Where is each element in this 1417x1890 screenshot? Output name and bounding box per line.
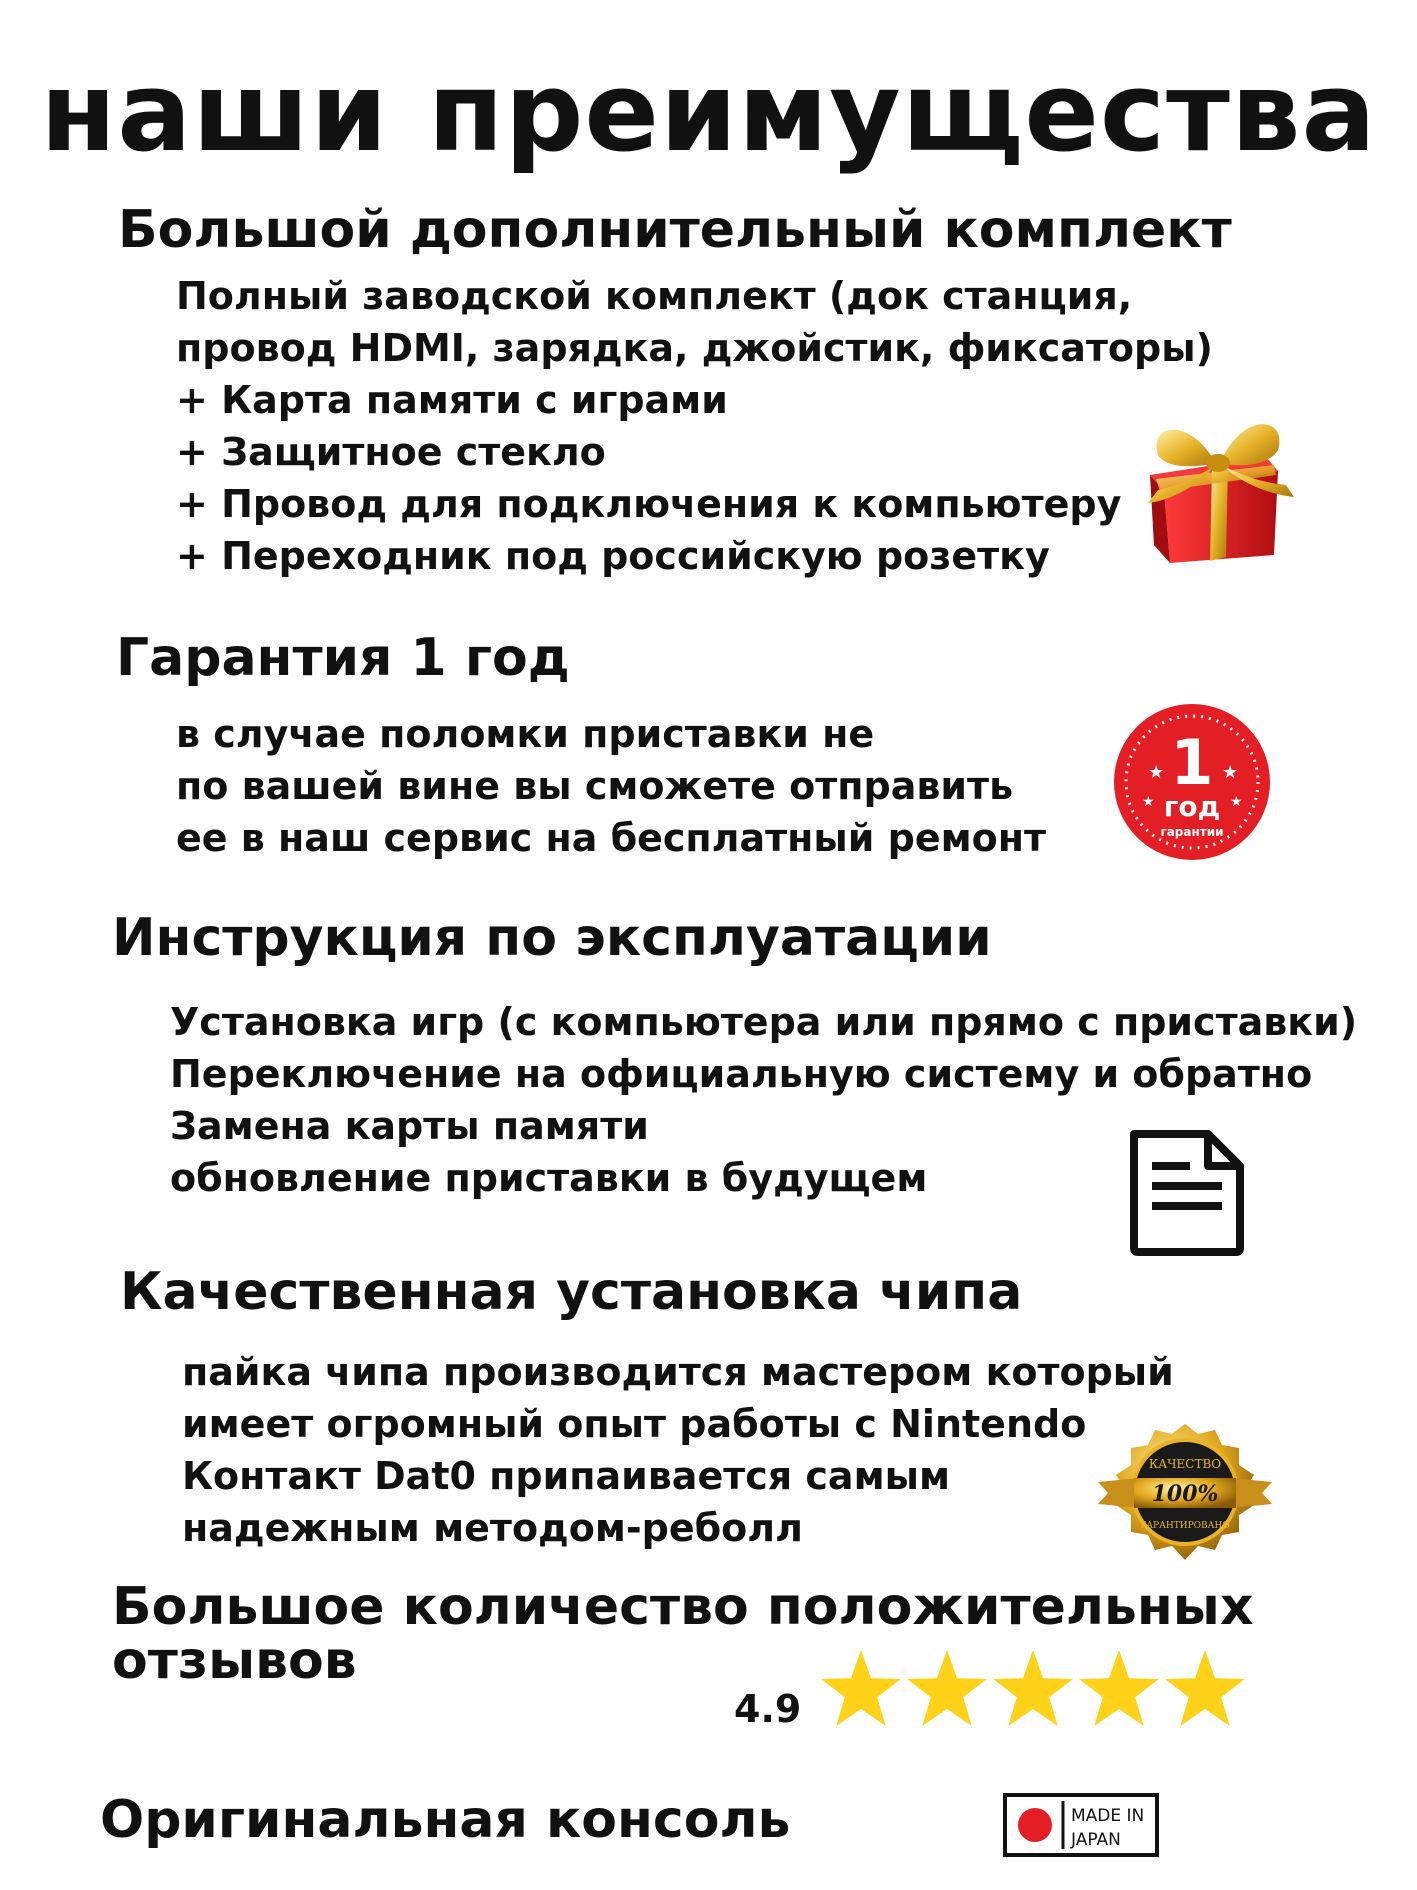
original-heading: Оригинальная консоль <box>100 1790 791 1850</box>
rating-value: 4.9 <box>734 1687 802 1731</box>
document-icon <box>1124 1126 1250 1258</box>
star-icon <box>1165 1650 1245 1726</box>
made-in-japan-icon <box>1003 1793 1159 1857</box>
star-icon <box>993 1650 1073 1726</box>
warranty-badge-caption: гарантии <box>1160 825 1224 839</box>
kit-line: + Провод для подключения к компьютеру <box>176 482 1122 526</box>
kit-line: провод HDMI, зарядка, джойстик, фиксаторы) <box>176 326 1213 370</box>
kit-line: + Защитное стекло <box>176 430 606 474</box>
warranty-line: ее в наш сервис на бесплатный ремонт <box>176 816 1047 860</box>
manual-line: Замена карты памяти <box>170 1104 649 1148</box>
kit-line: Полный заводской комплект (док станция, <box>176 274 1133 318</box>
kit-line: + Карта памяти с играми <box>176 378 728 422</box>
svg-text:★: ★ <box>1142 794 1155 810</box>
quality-seal-top: КАЧЕСТВО <box>1148 1457 1222 1471</box>
warranty-badge-year: год <box>1163 790 1221 823</box>
quality-seal-bottom: ГАРАНТИРОВАНО <box>1140 1521 1230 1531</box>
manual-line: обновление приставки в будущем <box>170 1156 928 1200</box>
warranty-heading: Гарантия 1 год <box>116 628 570 688</box>
star-icon <box>821 1650 901 1726</box>
made-in-label: MADE IN <box>1071 1806 1145 1826</box>
kit-line: + Переходник под российскую розетку <box>176 534 1050 578</box>
manual-line: Переключение на официальную систему и обратно <box>170 1052 1313 1096</box>
warranty-line: по вашей вине вы сможете отправить <box>176 764 1014 808</box>
page-title: наши преимущества <box>40 48 1377 176</box>
rating-stars <box>818 1648 1248 1734</box>
warranty-lines <box>176 708 1046 864</box>
warranty-line: в случае поломки приставки не <box>176 712 875 756</box>
quality-seal-center: 100% <box>1151 1481 1219 1507</box>
svg-text:★: ★ <box>1148 762 1165 783</box>
japan-label: JAPAN <box>1071 1830 1121 1850</box>
manual-heading: Инструкция по эксплуатации <box>112 908 992 968</box>
chip-line: Контакт Dat0 припаивается самым <box>182 1454 951 1498</box>
reviews-heading-line1: Большое количество положительных <box>112 1577 1254 1637</box>
gift-icon <box>1128 405 1298 565</box>
star-icon <box>907 1650 987 1726</box>
star-icon <box>1079 1650 1159 1726</box>
manual-line: Установка игр (с компьютера или прямо с приставки) <box>170 1000 1358 1044</box>
quality-seal-icon <box>1094 1420 1276 1570</box>
warranty-badge-icon <box>1112 702 1272 862</box>
svg-text:★: ★ <box>1230 794 1243 810</box>
chip-lines <box>182 1346 1174 1554</box>
reviews-heading-line2: отзывов <box>112 1631 357 1691</box>
warranty-badge-number: 1 <box>1170 726 1214 799</box>
chip-line: имеет огромный опыт работы с Nintendo <box>182 1402 1087 1446</box>
chip-line: надежным методом-реболл <box>182 1506 803 1550</box>
svg-text:★: ★ <box>1222 762 1239 783</box>
kit-heading: Большой дополнительный комплект <box>118 200 1232 260</box>
chip-line: пайка чипа производится мастером который <box>182 1350 1174 1394</box>
chip-heading: Качественная установка чипа <box>120 1262 1023 1322</box>
kit-lines <box>176 270 1213 582</box>
